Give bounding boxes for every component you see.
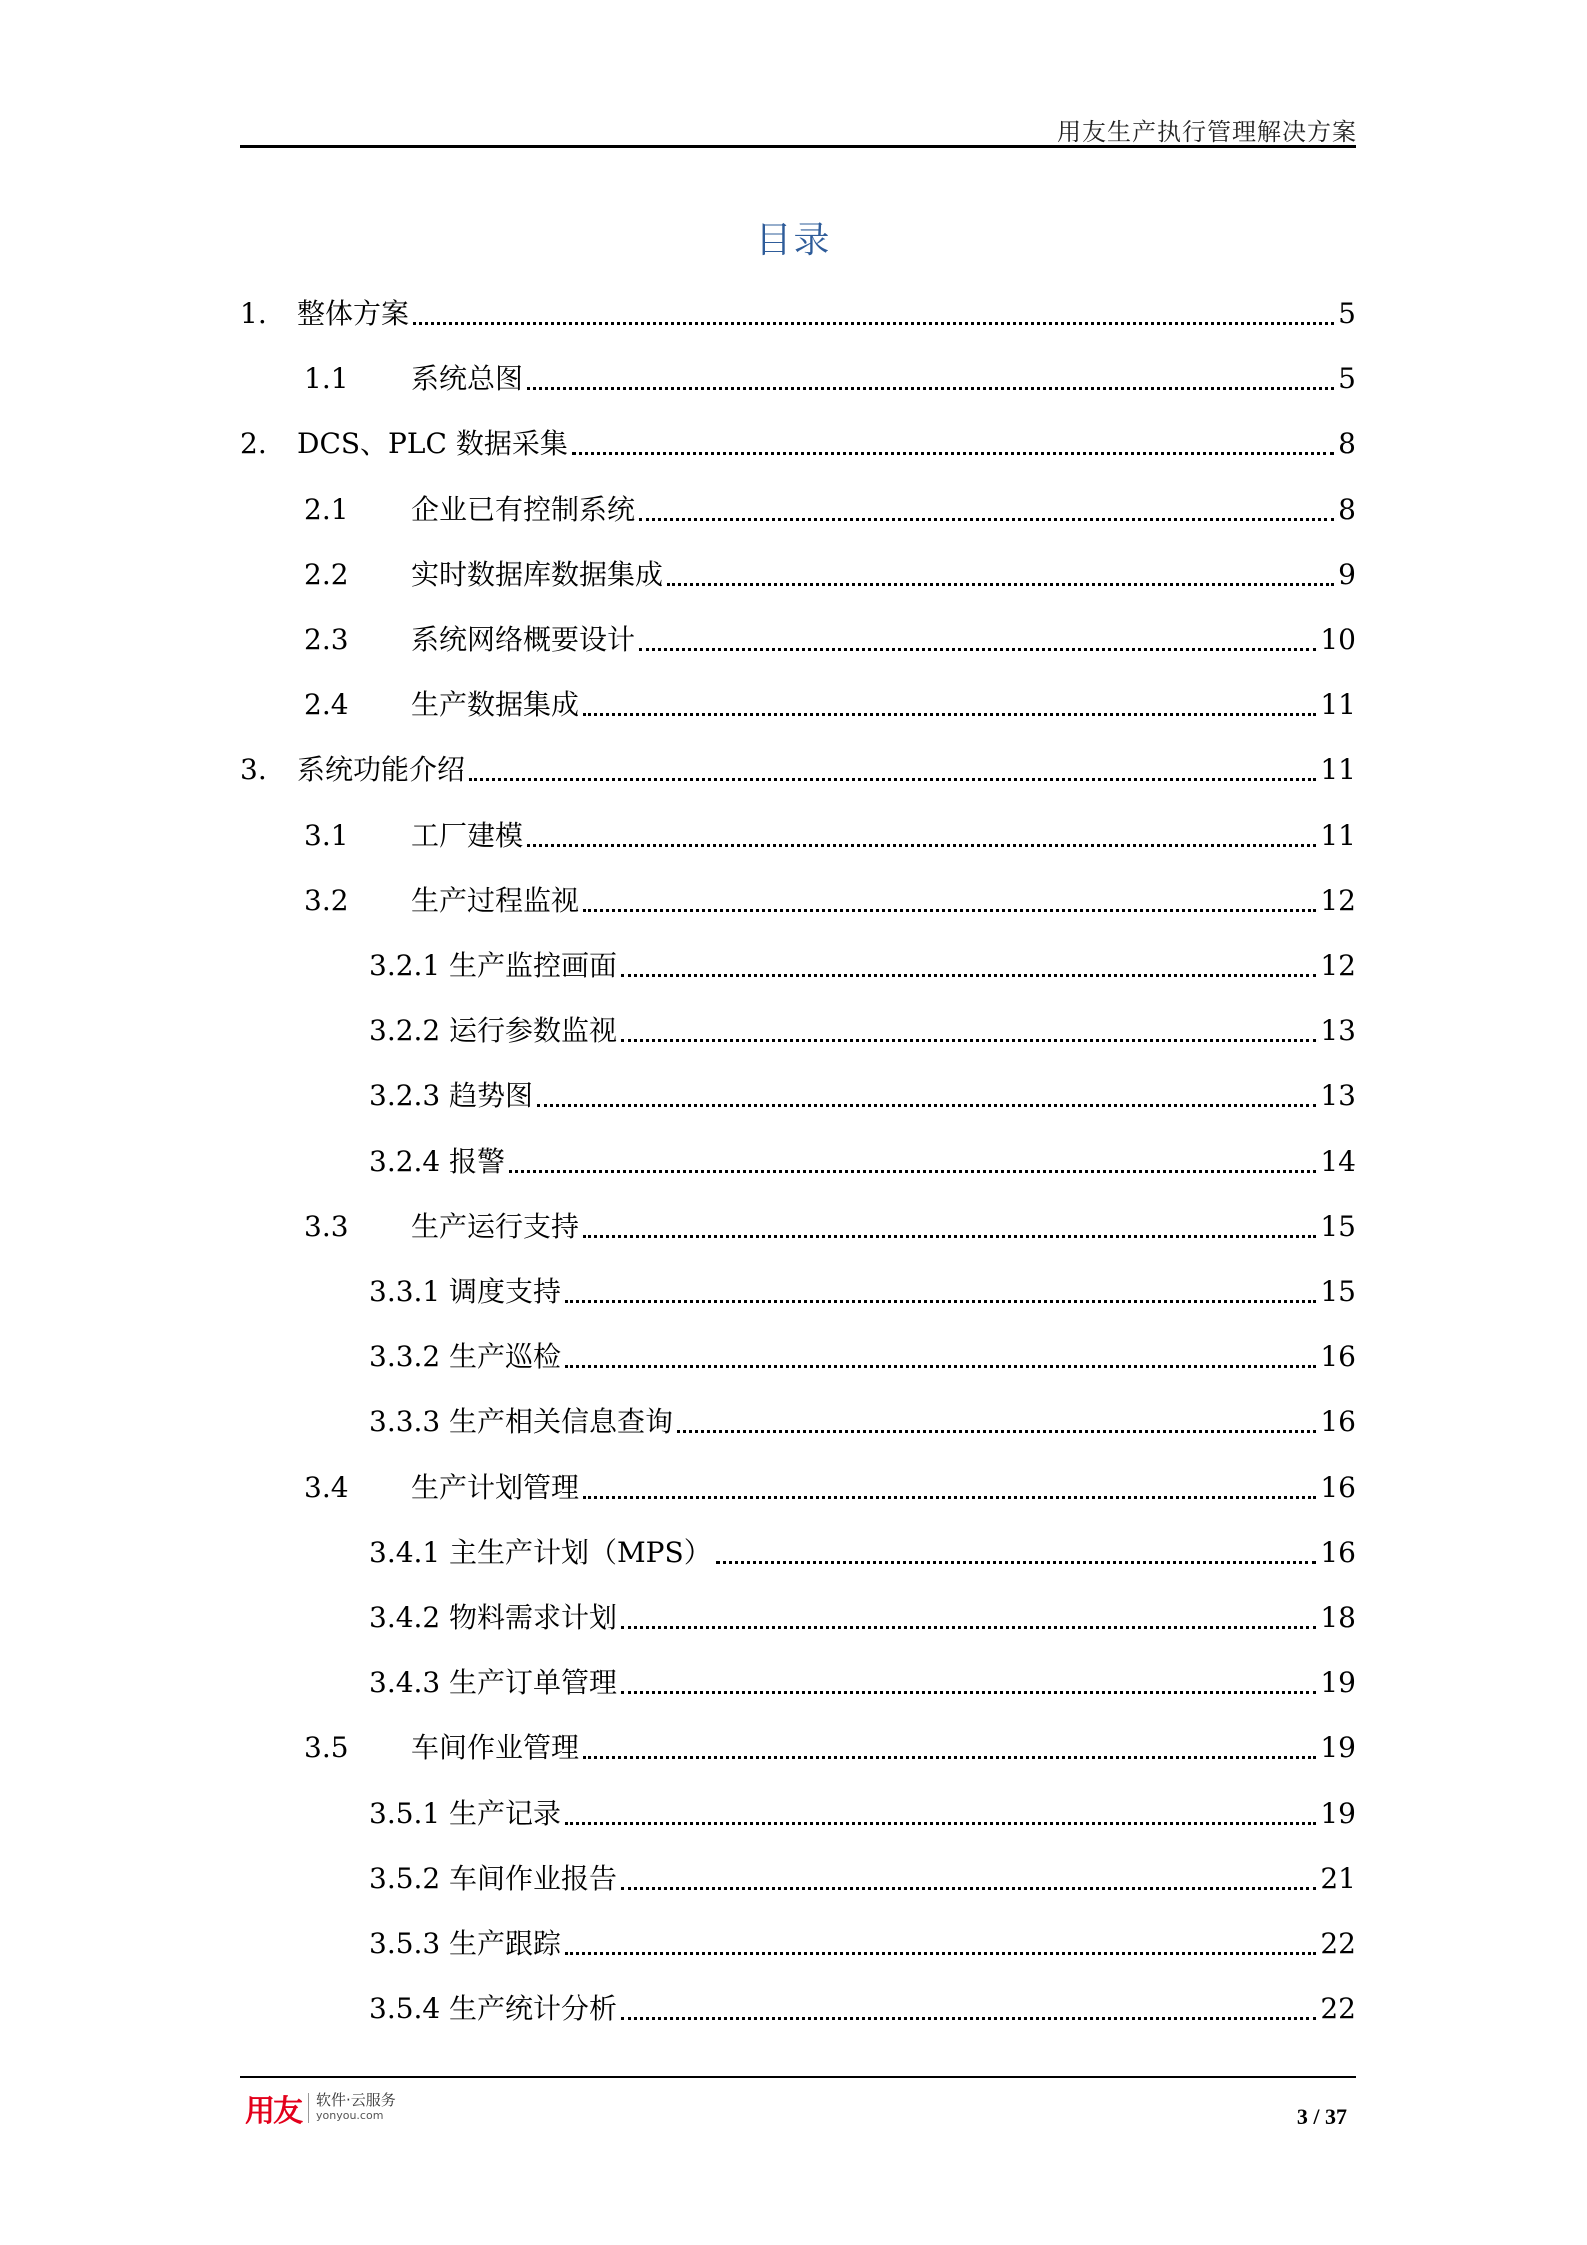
toc-entry-number: 3.2.2 bbox=[369, 1014, 441, 1048]
toc-entry-page: 16 bbox=[1320, 1405, 1356, 1439]
toc-entry-page: 11 bbox=[1320, 818, 1356, 852]
toc-dot-leader bbox=[413, 321, 1334, 325]
toc-entry-page: 13 bbox=[1320, 1014, 1356, 1048]
toc-entry[interactable] bbox=[240, 1855, 1356, 1899]
toc-entry-number: 3.1 bbox=[304, 818, 349, 852]
toc-entry-number: 3.4.2 bbox=[369, 1601, 441, 1634]
toc-entry-page: 19 bbox=[1320, 1666, 1356, 1700]
toc-entry[interactable] bbox=[240, 1659, 1356, 1703]
toc-entry-label: 生产统计分析 bbox=[449, 1992, 618, 2026]
toc-entry-number: 3.2.1 bbox=[369, 949, 441, 982]
toc-dot-leader bbox=[621, 2016, 1316, 2020]
toc-entry-page: 8 bbox=[1338, 492, 1356, 526]
toc-dot-leader bbox=[469, 777, 1316, 781]
toc-entry-page: 19 bbox=[1320, 1731, 1356, 1765]
toc-dot-leader bbox=[621, 1625, 1316, 1629]
toc-entry-page: 21 bbox=[1320, 1861, 1356, 1895]
toc-entry-label: 运行参数监视 bbox=[449, 1014, 618, 1048]
toc-entry-number: 2.1 bbox=[304, 492, 349, 526]
toc-entry[interactable] bbox=[240, 1464, 1356, 1508]
toc-entry-page: 15 bbox=[1320, 1209, 1356, 1243]
toc-dot-leader bbox=[565, 1299, 1316, 1303]
toc-entry-label: 生产计划管理 bbox=[411, 1470, 580, 1504]
toc-entry-number: 3.5.1 bbox=[369, 1796, 441, 1830]
toc-entry[interactable] bbox=[240, 1138, 1356, 1182]
document-header-title: 用友生产执行管理解决方案 bbox=[1057, 118, 1357, 146]
toc-dot-leader bbox=[639, 647, 1316, 651]
toc-entry-page: 8 bbox=[1338, 427, 1356, 461]
toc-entry-label: 车间作业管理 bbox=[411, 1731, 580, 1765]
toc-entry[interactable] bbox=[240, 551, 1356, 595]
toc-title: 目录 bbox=[755, 220, 832, 261]
toc-dot-leader bbox=[583, 1234, 1316, 1238]
toc-entry-label: 生产相关信息查询 bbox=[449, 1405, 674, 1439]
toc-entry-label: 报警 bbox=[449, 1144, 506, 1178]
toc-entry-number: 3.2.4 bbox=[369, 1144, 441, 1178]
toc-entry-number: 3.2.3 bbox=[369, 1079, 441, 1113]
toc-entry-label: 实时数据库数据集成 bbox=[411, 557, 664, 591]
toc-entry-label: 系统网络概要设计 bbox=[411, 623, 636, 656]
toc-dot-leader bbox=[621, 1690, 1316, 1694]
toc-entry-number: 3.3.3 bbox=[369, 1405, 441, 1439]
yonyou-logo bbox=[245, 2086, 396, 2130]
toc-entry[interactable] bbox=[240, 1985, 1356, 2029]
toc-entry-number: 3.3.1 bbox=[369, 1275, 441, 1308]
toc-entry-number: 1. bbox=[240, 297, 267, 330]
logo-slogan: 软件·云服务 bbox=[316, 2091, 396, 2109]
toc-entry-label: 企业已有控制系统 bbox=[411, 492, 636, 526]
toc-entry-page: 9 bbox=[1338, 557, 1356, 591]
toc-entry-number: 3.5.2 bbox=[369, 1861, 441, 1895]
toc-entry[interactable] bbox=[240, 1007, 1356, 1051]
toc-entry-label: 生产数据集成 bbox=[411, 688, 580, 722]
toc-entry-page: 13 bbox=[1320, 1079, 1356, 1113]
toc-entry-page: 16 bbox=[1320, 1535, 1356, 1569]
toc-entry[interactable] bbox=[240, 486, 1356, 530]
toc-entry-page: 10 bbox=[1320, 623, 1356, 656]
toc-dot-leader bbox=[583, 1755, 1316, 1759]
toc-entry-label: 车间作业报告 bbox=[449, 1861, 618, 1895]
toc-entry[interactable] bbox=[240, 420, 1356, 464]
toc-entry[interactable] bbox=[240, 681, 1356, 725]
logo-url: yonyou.com bbox=[316, 2109, 384, 2122]
toc-dot-leader bbox=[621, 973, 1316, 977]
toc-entry-number: 2.4 bbox=[304, 688, 349, 722]
toc-entry-label: 系统功能介绍 bbox=[297, 753, 466, 787]
toc-dot-leader bbox=[677, 1429, 1316, 1433]
footer-divider bbox=[240, 2076, 1356, 2078]
toc-entry-number: 3.4 bbox=[304, 1470, 349, 1504]
toc-entry[interactable] bbox=[240, 290, 1356, 334]
toc-entry[interactable] bbox=[240, 812, 1356, 856]
toc-entry-page: 5 bbox=[1338, 362, 1356, 396]
toc-entry[interactable] bbox=[240, 942, 1356, 986]
toc-entry-label: 整体方案 bbox=[297, 297, 410, 330]
toc-entry-label: 生产运行支持 bbox=[411, 1209, 580, 1243]
toc-entry[interactable] bbox=[240, 746, 1356, 790]
toc-entry-number: 3.4.3 bbox=[369, 1666, 441, 1700]
toc-dot-leader bbox=[583, 712, 1316, 716]
toc-entry-label: 生产订单管理 bbox=[449, 1666, 618, 1700]
toc-entry-label: 主生产计划（MPS） bbox=[449, 1535, 712, 1569]
toc-entry[interactable] bbox=[240, 1333, 1356, 1377]
toc-entry[interactable] bbox=[240, 1203, 1356, 1247]
toc-entry-label: 工厂建模 bbox=[411, 818, 524, 852]
toc-entry-page: 14 bbox=[1320, 1144, 1356, 1178]
toc-entry[interactable] bbox=[240, 877, 1356, 921]
logo-text bbox=[316, 2092, 396, 2124]
toc-entry-number: 3.5 bbox=[304, 1731, 349, 1765]
toc-entry-page: 16 bbox=[1320, 1340, 1356, 1374]
toc-dot-leader bbox=[639, 517, 1334, 521]
toc-entry[interactable] bbox=[240, 1724, 1356, 1768]
toc-entry-number: 2.2 bbox=[304, 557, 349, 591]
toc-dot-leader bbox=[572, 451, 1334, 455]
toc-entry-page: 18 bbox=[1320, 1601, 1356, 1634]
toc-entry[interactable] bbox=[240, 355, 1356, 399]
toc-dot-leader bbox=[565, 1364, 1316, 1368]
toc-entry-label: 生产记录 bbox=[449, 1796, 562, 1830]
toc-entry-number: 3.2 bbox=[304, 883, 349, 917]
toc-dot-leader bbox=[565, 1821, 1316, 1825]
toc-entry[interactable] bbox=[240, 1398, 1356, 1442]
toc-dot-leader bbox=[565, 1951, 1316, 1955]
toc-dot-leader bbox=[509, 1169, 1316, 1173]
toc-entry-number: 3.5.3 bbox=[369, 1927, 441, 1960]
toc-entry[interactable] bbox=[240, 1594, 1356, 1638]
toc-dot-leader bbox=[583, 1495, 1316, 1499]
toc-entry-number: 3.5.4 bbox=[369, 1992, 441, 2026]
toc-entry-number: 3. bbox=[240, 753, 267, 787]
logo-mark: 用友 bbox=[245, 2094, 301, 2129]
toc-entry-label: 生产过程监视 bbox=[411, 883, 580, 917]
toc-entry-label: 趋势图 bbox=[449, 1079, 534, 1113]
toc-dot-leader bbox=[527, 386, 1334, 390]
toc-entry-label: 生产监控画面 bbox=[449, 949, 618, 982]
toc-entry-number: 2.3 bbox=[304, 623, 349, 656]
toc-dot-leader bbox=[667, 582, 1334, 586]
toc-entry-number: 3.4.1 bbox=[369, 1535, 441, 1569]
toc-entry-number: 3.3 bbox=[304, 1209, 349, 1243]
toc-entry-page: 19 bbox=[1320, 1796, 1356, 1830]
logo-separator bbox=[308, 2093, 309, 2123]
toc-entry-page: 11 bbox=[1320, 688, 1356, 722]
toc-entry-label: 生产巡检 bbox=[449, 1340, 562, 1374]
toc-entry[interactable] bbox=[240, 1790, 1356, 1834]
header-divider bbox=[240, 145, 1356, 148]
toc-entry[interactable] bbox=[240, 1920, 1356, 1964]
toc-dot-leader bbox=[583, 908, 1316, 912]
toc-entry-page: 5 bbox=[1338, 297, 1356, 330]
toc-entry-page: 12 bbox=[1320, 883, 1356, 917]
toc-dot-leader bbox=[537, 1103, 1316, 1107]
toc-entry-page: 12 bbox=[1320, 949, 1356, 982]
page-number: 3 / 37 bbox=[1296, 2104, 1347, 2129]
toc-entry-page: 16 bbox=[1320, 1470, 1356, 1504]
toc-entry-label: 系统总图 bbox=[411, 362, 524, 396]
toc-entry-page: 15 bbox=[1320, 1275, 1356, 1308]
toc-entry[interactable] bbox=[240, 616, 1356, 660]
toc-entry[interactable] bbox=[240, 1268, 1356, 1312]
toc-entry[interactable] bbox=[240, 1072, 1356, 1116]
toc-entry-label: DCS、PLC 数据采集 bbox=[297, 427, 568, 461]
toc-entry-label: 调度支持 bbox=[449, 1275, 562, 1308]
toc-entry-label: 物料需求计划 bbox=[449, 1601, 618, 1634]
toc-entry-page: 11 bbox=[1320, 753, 1356, 787]
toc-entry[interactable] bbox=[240, 1529, 1356, 1573]
toc-entry-number: 3.3.2 bbox=[369, 1340, 441, 1374]
toc-entry-label: 生产跟踪 bbox=[449, 1927, 562, 1960]
toc-entry-number: 2. bbox=[240, 427, 267, 461]
toc-dot-leader bbox=[621, 1886, 1316, 1890]
toc-entry-page: 22 bbox=[1320, 1992, 1356, 2026]
toc-dot-leader bbox=[716, 1560, 1317, 1564]
toc-dot-leader bbox=[621, 1038, 1316, 1042]
toc-entry-page: 22 bbox=[1320, 1927, 1356, 1960]
toc-dot-leader bbox=[527, 843, 1316, 847]
toc-entry-number: 1.1 bbox=[304, 362, 349, 396]
